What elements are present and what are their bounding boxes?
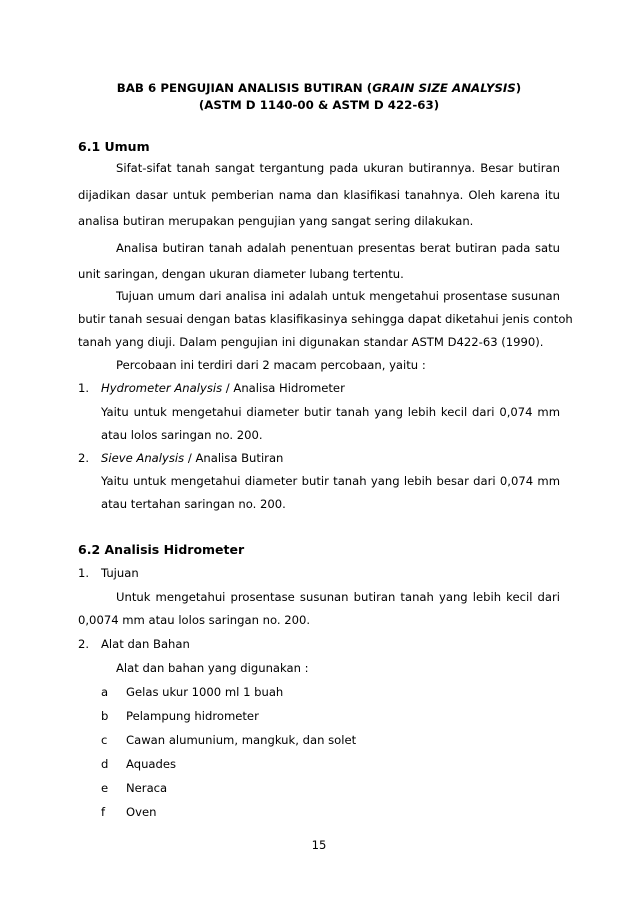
tool-item: Cawan alumunium, mangkuk, dan solet: [126, 733, 357, 747]
paragraph-line: Analisa butiran tanah adalah penentuan presentas berat butiran pada satu: [116, 241, 560, 255]
list-item-desc: atau tertahan saringan no. 200.: [101, 497, 286, 511]
paragraph-line: analisa butiran merupakan pengujian yang sangat sering dilakukan.: [78, 214, 474, 228]
list-number: 2.: [78, 451, 90, 465]
list-item-desc: Yaitu untuk mengetahui diameter butir tanah yang lebih kecil dari 0,074 mm: [101, 405, 560, 419]
paragraph-line: dijadikan dasar untuk pemberian nama dan klasifikasi tanahnya. Oleh karena itu: [78, 188, 560, 202]
list-item-title: Tujuan: [101, 566, 139, 580]
paragraph-line: Alat dan bahan yang digunakan :: [116, 661, 309, 675]
tool-letter: e: [101, 781, 109, 795]
page-number: 15: [311, 838, 327, 852]
tool-letter: d: [101, 757, 109, 771]
paragraph-line: tanah yang diuji. Dalam pengujian ini digunakan standar ASTM D422-63 (1990).: [78, 335, 544, 349]
list-number: 2.: [78, 637, 90, 651]
list-item-desc: atau lolos saringan no. 200.: [101, 428, 263, 442]
tool-item: Neraca: [126, 781, 168, 795]
list-item-title: Sieve Analysis / Analisa Butiran: [101, 451, 284, 465]
tool-letter: b: [101, 709, 109, 723]
paragraph-line: unit saringan, dengan ukuran diameter lubang tertentu.: [78, 267, 404, 281]
list-number: 1.: [78, 566, 90, 580]
list-item-title: Hydrometer Analysis / Analisa Hidrometer: [101, 381, 345, 395]
tool-letter: c: [101, 733, 108, 747]
tool-item: Gelas ukur 1000 ml 1 buah: [126, 685, 284, 699]
paragraph-line: Sifat-sifat tanah sangat tergantung pada ukuran butirannya. Besar butiran: [116, 161, 560, 175]
list-number: 1.: [78, 381, 90, 395]
chapter-title-line2: (ASTM D 1140-00 & ASTM D 422-63): [198, 98, 440, 112]
tool-item: Aquades: [126, 757, 177, 771]
paragraph-line: Tujuan umum dari analisa ini adalah untuk mengetahui prosentase susunan: [116, 289, 560, 303]
paragraph-line: 0,0074 mm atau lolos saringan no. 200.: [78, 613, 311, 627]
tool-item: Oven: [126, 805, 157, 819]
paragraph-line: Untuk mengetahui prosentase susunan butiran tanah yang lebih kecil dari: [116, 590, 560, 604]
list-item-title: Alat dan Bahan: [101, 637, 190, 651]
tool-item: Pelampung hidrometer: [126, 709, 259, 723]
paragraph-line: butir tanah sesuai dengan batas klasifikasinya sehingga dapat diketahui jenis contoh: [78, 312, 573, 326]
section-heading-hidrometer: 6.2 Analisis Hidrometer: [78, 542, 245, 557]
paragraph-line: Percobaan ini terdiri dari 2 macam percobaan, yaitu :: [116, 358, 426, 372]
title-italic: GRAIN SIZE ANALYSIS: [372, 81, 516, 95]
tool-letter: f: [101, 805, 106, 819]
list-item-desc: Yaitu untuk mengetahui diameter butir tanah yang lebih besar dari 0,074 mm: [101, 474, 560, 488]
tool-letter: a: [101, 685, 109, 699]
section-heading-umum: 6.1 Umum: [78, 139, 150, 154]
chapter-title-line1: BAB 6 PENGUJIAN ANALISIS BUTIRAN (GRAIN SIZE ANALYSIS): [116, 81, 522, 95]
